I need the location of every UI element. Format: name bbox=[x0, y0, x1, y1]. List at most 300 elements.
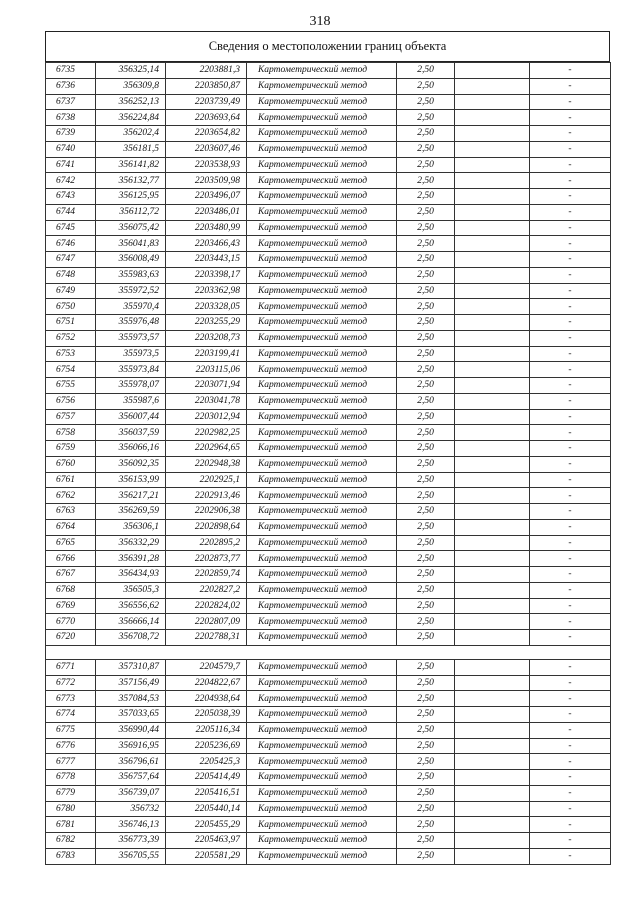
x-coordinate-cell: 356037,59 bbox=[96, 425, 166, 441]
method-cell: Картометрический метод bbox=[247, 267, 397, 283]
empty-cell bbox=[455, 770, 530, 786]
accuracy-cell: 2,50 bbox=[397, 330, 455, 346]
method-cell: Картометрический метод bbox=[247, 346, 397, 362]
empty-cell bbox=[455, 738, 530, 754]
accuracy-cell: 2,50 bbox=[397, 220, 455, 236]
x-coordinate-cell: 356092,35 bbox=[96, 456, 166, 472]
y-coordinate-cell: 2203850,87 bbox=[166, 78, 247, 94]
x-coordinate-cell: 356066,16 bbox=[96, 441, 166, 457]
table-row bbox=[46, 252, 611, 268]
empty-cell bbox=[455, 472, 530, 488]
empty-cell bbox=[455, 722, 530, 738]
description-cell: - bbox=[530, 675, 611, 691]
table-row bbox=[46, 78, 611, 94]
table-title: Сведения о местоположении границ объекта bbox=[45, 31, 610, 62]
table-row bbox=[46, 833, 611, 849]
y-coordinate-cell: 2202898,64 bbox=[166, 519, 247, 535]
method-cell: Картометрический метод bbox=[247, 630, 397, 646]
method-cell: Картометрический метод bbox=[247, 848, 397, 864]
method-cell: Картометрический метод bbox=[247, 204, 397, 220]
empty-cell bbox=[455, 614, 530, 630]
x-coordinate-cell: 356125,95 bbox=[96, 189, 166, 205]
x-coordinate-cell: 356434,93 bbox=[96, 567, 166, 583]
accuracy-cell: 2,50 bbox=[397, 691, 455, 707]
empty-cell bbox=[455, 582, 530, 598]
point-number-cell: 6758 bbox=[46, 425, 96, 441]
point-number-cell: 6781 bbox=[46, 817, 96, 833]
x-coordinate-cell: 356153,99 bbox=[96, 472, 166, 488]
accuracy-cell: 2,50 bbox=[397, 614, 455, 630]
method-cell: Картометрический метод bbox=[247, 126, 397, 142]
x-coordinate-cell: 355987,6 bbox=[96, 393, 166, 409]
point-number-cell: 6770 bbox=[46, 614, 96, 630]
description-cell: - bbox=[530, 346, 611, 362]
y-coordinate-cell: 2203509,98 bbox=[166, 173, 247, 189]
description-cell: - bbox=[530, 472, 611, 488]
description-cell: - bbox=[530, 770, 611, 786]
method-cell: Картометрический метод bbox=[247, 817, 397, 833]
method-cell: Картометрический метод bbox=[247, 785, 397, 801]
y-coordinate-cell: 2203208,73 bbox=[166, 330, 247, 346]
y-coordinate-cell: 2205038,39 bbox=[166, 707, 247, 723]
empty-cell bbox=[455, 110, 530, 126]
description-cell: - bbox=[530, 378, 611, 394]
description-cell: - bbox=[530, 785, 611, 801]
accuracy-cell: 2,50 bbox=[397, 425, 455, 441]
description-cell: - bbox=[530, 738, 611, 754]
description-cell: - bbox=[530, 63, 611, 79]
table-row bbox=[46, 330, 611, 346]
method-cell: Картометрический метод bbox=[247, 157, 397, 173]
empty-cell bbox=[455, 63, 530, 79]
x-coordinate-cell: 356739,07 bbox=[96, 785, 166, 801]
x-coordinate-cell: 356757,64 bbox=[96, 770, 166, 786]
x-coordinate-cell: 356075,42 bbox=[96, 220, 166, 236]
method-cell: Картометрический метод bbox=[247, 456, 397, 472]
point-number-cell: 6768 bbox=[46, 582, 96, 598]
table-row bbox=[46, 488, 611, 504]
point-number-cell: 6720 bbox=[46, 630, 96, 646]
empty-cell bbox=[455, 817, 530, 833]
y-coordinate-cell: 2203881,3 bbox=[166, 63, 247, 79]
method-cell: Картометрический метод bbox=[247, 110, 397, 126]
empty-cell bbox=[455, 504, 530, 520]
point-number-cell: 6746 bbox=[46, 236, 96, 252]
y-coordinate-cell: 2203496,07 bbox=[166, 189, 247, 205]
x-coordinate-cell: 355973,84 bbox=[96, 362, 166, 378]
point-number-cell: 6773 bbox=[46, 691, 96, 707]
method-cell: Картометрический метод bbox=[247, 299, 397, 315]
accuracy-cell: 2,50 bbox=[397, 299, 455, 315]
accuracy-cell: 2,50 bbox=[397, 801, 455, 817]
x-coordinate-cell: 355973,5 bbox=[96, 346, 166, 362]
y-coordinate-cell: 2202873,77 bbox=[166, 551, 247, 567]
description-cell: - bbox=[530, 315, 611, 331]
accuracy-cell: 2,50 bbox=[397, 770, 455, 786]
point-number-cell: 6750 bbox=[46, 299, 96, 315]
method-cell: Картометрический метод bbox=[247, 94, 397, 110]
method-cell: Картометрический метод bbox=[247, 551, 397, 567]
y-coordinate-cell: 2203328,05 bbox=[166, 299, 247, 315]
method-cell: Картометрический метод bbox=[247, 315, 397, 331]
table-row bbox=[46, 204, 611, 220]
method-cell: Картометрический метод bbox=[247, 330, 397, 346]
table-row bbox=[46, 283, 611, 299]
y-coordinate-cell: 2203486,01 bbox=[166, 204, 247, 220]
table-row bbox=[46, 535, 611, 551]
table-row bbox=[46, 346, 611, 362]
method-cell: Картометрический метод bbox=[247, 173, 397, 189]
empty-cell bbox=[455, 378, 530, 394]
y-coordinate-cell: 2203480,99 bbox=[166, 220, 247, 236]
method-cell: Картометрический метод bbox=[247, 441, 397, 457]
description-cell: - bbox=[530, 801, 611, 817]
table-row bbox=[46, 472, 611, 488]
x-coordinate-cell: 356705,55 bbox=[96, 848, 166, 864]
x-coordinate-cell: 357033,65 bbox=[96, 707, 166, 723]
method-cell: Картометрический метод bbox=[247, 189, 397, 205]
table-row bbox=[46, 94, 611, 110]
table-row bbox=[46, 785, 611, 801]
method-cell: Картометрический метод bbox=[247, 535, 397, 551]
empty-cell bbox=[455, 204, 530, 220]
method-cell: Картометрический метод bbox=[247, 598, 397, 614]
accuracy-cell: 2,50 bbox=[397, 598, 455, 614]
y-coordinate-cell: 2203398,17 bbox=[166, 267, 247, 283]
y-coordinate-cell: 2203362,98 bbox=[166, 283, 247, 299]
method-cell: Картометрический метод bbox=[247, 614, 397, 630]
empty-cell bbox=[455, 189, 530, 205]
accuracy-cell: 2,50 bbox=[397, 441, 455, 457]
separator-cell bbox=[46, 645, 611, 659]
description-cell: - bbox=[530, 582, 611, 598]
x-coordinate-cell: 355978,07 bbox=[96, 378, 166, 394]
point-number-cell: 6742 bbox=[46, 173, 96, 189]
y-coordinate-cell: 2203466,43 bbox=[166, 236, 247, 252]
y-coordinate-cell: 2203607,46 bbox=[166, 141, 247, 157]
table-row bbox=[46, 614, 611, 630]
description-cell: - bbox=[530, 236, 611, 252]
empty-cell bbox=[455, 535, 530, 551]
empty-cell bbox=[455, 141, 530, 157]
accuracy-cell: 2,50 bbox=[397, 63, 455, 79]
accuracy-cell: 2,50 bbox=[397, 393, 455, 409]
accuracy-cell: 2,50 bbox=[397, 754, 455, 770]
y-coordinate-cell: 2202859,74 bbox=[166, 567, 247, 583]
accuracy-cell: 2,50 bbox=[397, 189, 455, 205]
description-cell: - bbox=[530, 598, 611, 614]
method-cell: Картометрический метод bbox=[247, 722, 397, 738]
point-number-cell: 6780 bbox=[46, 801, 96, 817]
method-cell: Картометрический метод bbox=[247, 582, 397, 598]
x-coordinate-cell: 356217,21 bbox=[96, 488, 166, 504]
x-coordinate-cell: 356141,82 bbox=[96, 157, 166, 173]
empty-cell bbox=[455, 567, 530, 583]
point-number-cell: 6736 bbox=[46, 78, 96, 94]
accuracy-cell: 2,50 bbox=[397, 504, 455, 520]
method-cell: Картометрический метод bbox=[247, 362, 397, 378]
y-coordinate-cell: 2203255,29 bbox=[166, 315, 247, 331]
table-body-block-1 bbox=[46, 63, 611, 646]
method-cell: Картометрический метод bbox=[247, 691, 397, 707]
table-row bbox=[46, 141, 611, 157]
point-number-cell: 6740 bbox=[46, 141, 96, 157]
method-cell: Картометрический метод bbox=[247, 393, 397, 409]
table-row bbox=[46, 567, 611, 583]
empty-cell bbox=[455, 362, 530, 378]
table-row bbox=[46, 157, 611, 173]
x-coordinate-cell: 355972,52 bbox=[96, 283, 166, 299]
method-cell: Картометрический метод bbox=[247, 675, 397, 691]
point-number-cell: 6777 bbox=[46, 754, 96, 770]
table-row bbox=[46, 630, 611, 646]
point-number-cell: 6779 bbox=[46, 785, 96, 801]
empty-cell bbox=[455, 267, 530, 283]
coordinates-sheet bbox=[45, 31, 610, 865]
x-coordinate-cell: 356796,61 bbox=[96, 754, 166, 770]
table-row bbox=[46, 801, 611, 817]
y-coordinate-cell: 2203654,82 bbox=[166, 126, 247, 142]
description-cell: - bbox=[530, 722, 611, 738]
description-cell: - bbox=[530, 362, 611, 378]
accuracy-cell: 2,50 bbox=[397, 707, 455, 723]
x-coordinate-cell: 357156,49 bbox=[96, 675, 166, 691]
page-number: 318 bbox=[309, 14, 331, 29]
description-cell: - bbox=[530, 126, 611, 142]
empty-cell bbox=[455, 330, 530, 346]
empty-cell bbox=[455, 236, 530, 252]
method-cell: Картометрический метод bbox=[247, 283, 397, 299]
point-number-cell: 6741 bbox=[46, 157, 96, 173]
table-row bbox=[46, 659, 611, 675]
empty-cell bbox=[455, 409, 530, 425]
point-number-cell: 6737 bbox=[46, 94, 96, 110]
description-cell: - bbox=[530, 267, 611, 283]
method-cell: Картометрический метод bbox=[247, 738, 397, 754]
x-coordinate-cell: 357310,87 bbox=[96, 659, 166, 675]
accuracy-cell: 2,50 bbox=[397, 346, 455, 362]
table-row bbox=[46, 173, 611, 189]
description-cell: - bbox=[530, 535, 611, 551]
y-coordinate-cell: 2205414,49 bbox=[166, 770, 247, 786]
point-number-cell: 6747 bbox=[46, 252, 96, 268]
table-row bbox=[46, 315, 611, 331]
table-body-block-2 bbox=[46, 659, 611, 864]
x-coordinate-cell: 357084,53 bbox=[96, 691, 166, 707]
x-coordinate-cell: 356708,72 bbox=[96, 630, 166, 646]
empty-cell bbox=[455, 519, 530, 535]
description-cell: - bbox=[530, 848, 611, 864]
description-cell: - bbox=[530, 817, 611, 833]
accuracy-cell: 2,50 bbox=[397, 204, 455, 220]
x-coordinate-cell: 356309,8 bbox=[96, 78, 166, 94]
accuracy-cell: 2,50 bbox=[397, 283, 455, 299]
y-coordinate-cell: 2205425,3 bbox=[166, 754, 247, 770]
empty-cell bbox=[455, 94, 530, 110]
x-coordinate-cell: 356041,83 bbox=[96, 236, 166, 252]
empty-cell bbox=[455, 346, 530, 362]
empty-cell bbox=[455, 126, 530, 142]
description-cell: - bbox=[530, 252, 611, 268]
table-row bbox=[46, 754, 611, 770]
method-cell: Картометрический метод bbox=[247, 567, 397, 583]
method-cell: Картометрический метод bbox=[247, 519, 397, 535]
empty-cell bbox=[455, 598, 530, 614]
y-coordinate-cell: 2205455,29 bbox=[166, 817, 247, 833]
table-row bbox=[46, 707, 611, 723]
table-separator bbox=[46, 645, 611, 659]
x-coordinate-cell: 356773,39 bbox=[96, 833, 166, 849]
table-row bbox=[46, 441, 611, 457]
accuracy-cell: 2,50 bbox=[397, 659, 455, 675]
point-number-cell: 6772 bbox=[46, 675, 96, 691]
description-cell: - bbox=[530, 409, 611, 425]
accuracy-cell: 2,50 bbox=[397, 519, 455, 535]
description-cell: - bbox=[530, 141, 611, 157]
x-coordinate-cell: 356332,29 bbox=[96, 535, 166, 551]
accuracy-cell: 2,50 bbox=[397, 817, 455, 833]
table-row bbox=[46, 63, 611, 79]
y-coordinate-cell: 2202788,31 bbox=[166, 630, 247, 646]
x-coordinate-cell: 356306,1 bbox=[96, 519, 166, 535]
point-number-cell: 6745 bbox=[46, 220, 96, 236]
empty-cell bbox=[455, 283, 530, 299]
table-row bbox=[46, 582, 611, 598]
empty-cell bbox=[455, 630, 530, 646]
y-coordinate-cell: 2202906,38 bbox=[166, 504, 247, 520]
empty-cell bbox=[455, 173, 530, 189]
empty-cell bbox=[455, 833, 530, 849]
accuracy-cell: 2,50 bbox=[397, 488, 455, 504]
x-coordinate-cell: 356202,4 bbox=[96, 126, 166, 142]
y-coordinate-cell: 2202824,02 bbox=[166, 598, 247, 614]
y-coordinate-cell: 2205463,97 bbox=[166, 833, 247, 849]
y-coordinate-cell: 2202948,38 bbox=[166, 456, 247, 472]
accuracy-cell: 2,50 bbox=[397, 722, 455, 738]
y-coordinate-cell: 2203538,93 bbox=[166, 157, 247, 173]
description-cell: - bbox=[530, 204, 611, 220]
method-cell: Картометрический метод bbox=[247, 707, 397, 723]
description-cell: - bbox=[530, 78, 611, 94]
point-number-cell: 6766 bbox=[46, 551, 96, 567]
empty-cell bbox=[455, 707, 530, 723]
x-coordinate-cell: 356556,62 bbox=[96, 598, 166, 614]
table-row bbox=[46, 504, 611, 520]
table-row bbox=[46, 738, 611, 754]
description-cell: - bbox=[530, 630, 611, 646]
point-number-cell: 6767 bbox=[46, 567, 96, 583]
description-cell: - bbox=[530, 220, 611, 236]
accuracy-cell: 2,50 bbox=[397, 94, 455, 110]
y-coordinate-cell: 2202913,46 bbox=[166, 488, 247, 504]
separator-row bbox=[46, 645, 611, 659]
point-number-cell: 6748 bbox=[46, 267, 96, 283]
accuracy-cell: 2,50 bbox=[397, 78, 455, 94]
description-cell: - bbox=[530, 441, 611, 457]
table-row bbox=[46, 817, 611, 833]
empty-cell bbox=[455, 220, 530, 236]
y-coordinate-cell: 2204579,7 bbox=[166, 659, 247, 675]
point-number-cell: 6755 bbox=[46, 378, 96, 394]
x-coordinate-cell: 356252,13 bbox=[96, 94, 166, 110]
table-row bbox=[46, 378, 611, 394]
method-cell: Картометрический метод bbox=[247, 236, 397, 252]
accuracy-cell: 2,50 bbox=[397, 173, 455, 189]
description-cell: - bbox=[530, 691, 611, 707]
table-row bbox=[46, 220, 611, 236]
accuracy-cell: 2,50 bbox=[397, 378, 455, 394]
table-row bbox=[46, 409, 611, 425]
y-coordinate-cell: 2202827,2 bbox=[166, 582, 247, 598]
method-cell: Картометрический метод bbox=[247, 378, 397, 394]
table-row bbox=[46, 126, 611, 142]
accuracy-cell: 2,50 bbox=[397, 252, 455, 268]
empty-cell bbox=[455, 848, 530, 864]
point-number-cell: 6774 bbox=[46, 707, 96, 723]
method-cell: Картометрический метод bbox=[247, 220, 397, 236]
accuracy-cell: 2,50 bbox=[397, 785, 455, 801]
point-number-cell: 6776 bbox=[46, 738, 96, 754]
description-cell: - bbox=[530, 456, 611, 472]
point-number-cell: 6738 bbox=[46, 110, 96, 126]
point-number-cell: 6765 bbox=[46, 535, 96, 551]
table-row bbox=[46, 848, 611, 864]
description-cell: - bbox=[530, 425, 611, 441]
accuracy-cell: 2,50 bbox=[397, 409, 455, 425]
description-cell: - bbox=[530, 94, 611, 110]
empty-cell bbox=[455, 441, 530, 457]
method-cell: Картометрический метод bbox=[247, 425, 397, 441]
y-coordinate-cell: 2202964,65 bbox=[166, 441, 247, 457]
accuracy-cell: 2,50 bbox=[397, 157, 455, 173]
point-number-cell: 6743 bbox=[46, 189, 96, 205]
y-coordinate-cell: 2202807,09 bbox=[166, 614, 247, 630]
description-cell: - bbox=[530, 488, 611, 504]
x-coordinate-cell: 356132,77 bbox=[96, 173, 166, 189]
method-cell: Картометрический метод bbox=[247, 472, 397, 488]
y-coordinate-cell: 2205416,51 bbox=[166, 785, 247, 801]
point-number-cell: 6775 bbox=[46, 722, 96, 738]
empty-cell bbox=[455, 299, 530, 315]
method-cell: Картометрический метод bbox=[247, 409, 397, 425]
point-number-cell: 6778 bbox=[46, 770, 96, 786]
y-coordinate-cell: 2203071,94 bbox=[166, 378, 247, 394]
y-coordinate-cell: 2205440,14 bbox=[166, 801, 247, 817]
x-coordinate-cell: 356007,44 bbox=[96, 409, 166, 425]
description-cell: - bbox=[530, 189, 611, 205]
method-cell: Картометрический метод bbox=[247, 78, 397, 94]
table-row bbox=[46, 267, 611, 283]
description-cell: - bbox=[530, 393, 611, 409]
empty-cell bbox=[455, 691, 530, 707]
empty-cell bbox=[455, 157, 530, 173]
accuracy-cell: 2,50 bbox=[397, 675, 455, 691]
point-number-cell: 6751 bbox=[46, 315, 96, 331]
x-coordinate-cell: 355970,4 bbox=[96, 299, 166, 315]
table-row bbox=[46, 675, 611, 691]
method-cell: Картометрический метод bbox=[247, 141, 397, 157]
accuracy-cell: 2,50 bbox=[397, 126, 455, 142]
x-coordinate-cell: 355983,63 bbox=[96, 267, 166, 283]
x-coordinate-cell: 356112,72 bbox=[96, 204, 166, 220]
point-number-cell: 6771 bbox=[46, 659, 96, 675]
table-row bbox=[46, 770, 611, 786]
point-number-cell: 6769 bbox=[46, 598, 96, 614]
x-coordinate-cell: 356325,14 bbox=[96, 63, 166, 79]
point-number-cell: 6764 bbox=[46, 519, 96, 535]
method-cell: Картометрический метод bbox=[247, 659, 397, 675]
point-number-cell: 6761 bbox=[46, 472, 96, 488]
